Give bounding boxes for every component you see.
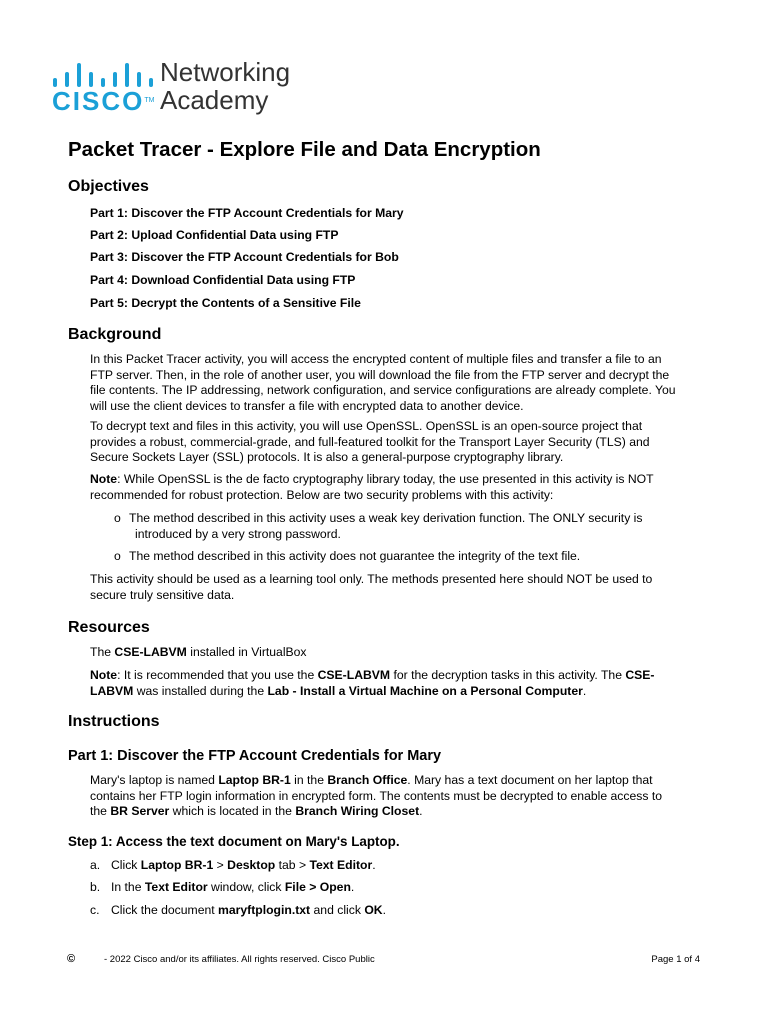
background-paragraph-4: This activity should be used as a learning tool only. The methods presented here should NOT be used to secure truly sensitive data. [90,572,653,602]
academy-text: Academy [160,85,269,115]
cisco-networking-academy-logo [52,57,312,119]
copyright-text: - 2022 Cisco and/or its affiliates. All rights reserved. Cisco Public [104,954,375,965]
objective-item: Part 1: Discover the FTP Account Credentials for Mary [90,206,404,220]
resources-item: The CSE-LABVM installed in VirtualBox [90,645,307,659]
networking-text: Networking [160,57,291,87]
objective-item: Part 4: Download Confidential Data using FTP [90,273,356,287]
objective-item: Part 2: Upload Confidential Data using FTP [90,228,339,242]
background-paragraph-2: To decrypt text and files in this activity, you will use OpenSSL. OpenSSL is an open-source project that provides a robust, commercial-grade, and full-featured toolkit for the Transport Layer Security (TLS) and Secure Sockets Layer (SSL) protocols. It is also a general-purpose cryptography library. [90,419,650,465]
document-title: Packet Tracer - Explore File and Data Encryption [68,138,541,161]
background-paragraph-1: In this Packet Tracer activity, you will access the encrypted content of multiple files and transfer a file to an FTP server. Then, in the role of another user, you will download the file from the FTP server and decrypt the file contents. The IP addressing, network configuration, and service configurations are already complete. You will use the client devices to transfer a file with encrypted data to another device. [90,352,676,413]
part1-heading: Part 1: Discover the FTP Account Credentials for Mary [68,748,442,764]
objectives-heading: Objectives [68,178,149,195]
step-item-a: a. Click Laptop BR-1 > Desktop tab > Text Editor. [90,858,376,872]
step-item-b: b. In the Text Editor window, click File > Open. [90,880,355,894]
objective-item: Part 5: Decrypt the Contents of a Sensitive File [90,296,361,310]
resources-note: Note: It is recommended that you use the CSE-LABVM for the decryption tasks in this activity. The CSE- LABVM was installed during the Lab - Install a Virtual Machine on a Personal Computer. [90,668,655,698]
background-heading: Background [68,326,162,343]
copyright-icon: © [67,953,76,965]
step1-heading: Step 1: Access the text document on Mary's Laptop. [68,834,400,849]
instructions-heading: Instructions [68,713,160,730]
bullet-item: o The method described in this activity does not guarantee the integrity of the text file. [114,549,581,563]
background-note: Note: While OpenSSL is the de facto cryptography library today, the use presented in this activity is NOT recommended for robust protection. Below are two security problems with this activity: [90,472,654,502]
step-item-c: c. Click the document maryftplogin.txt and click OK. [90,903,386,917]
objective-item: Part 3: Discover the FTP Account Credentials for Bob [90,250,399,264]
bullet-item: o The method described in this activity uses a weak key derivation function. The ONLY security is introduced by a very strong password. [114,511,643,541]
cisco-bridge-bars-icon [53,63,151,87]
part1-paragraph: Mary's laptop is named Laptop BR-1 in the Branch Office. Mary has a text document on her laptop that contains her FTP login information in encrypted form. The contents must be decrypted to enable access to the BR Server which is located in the Branch Wiring Closet. [90,773,662,819]
cisco-wordmark: CISCOTM [52,86,155,116]
page-number: Page 1 of 4 [651,954,700,965]
resources-heading: Resources [68,619,150,636]
